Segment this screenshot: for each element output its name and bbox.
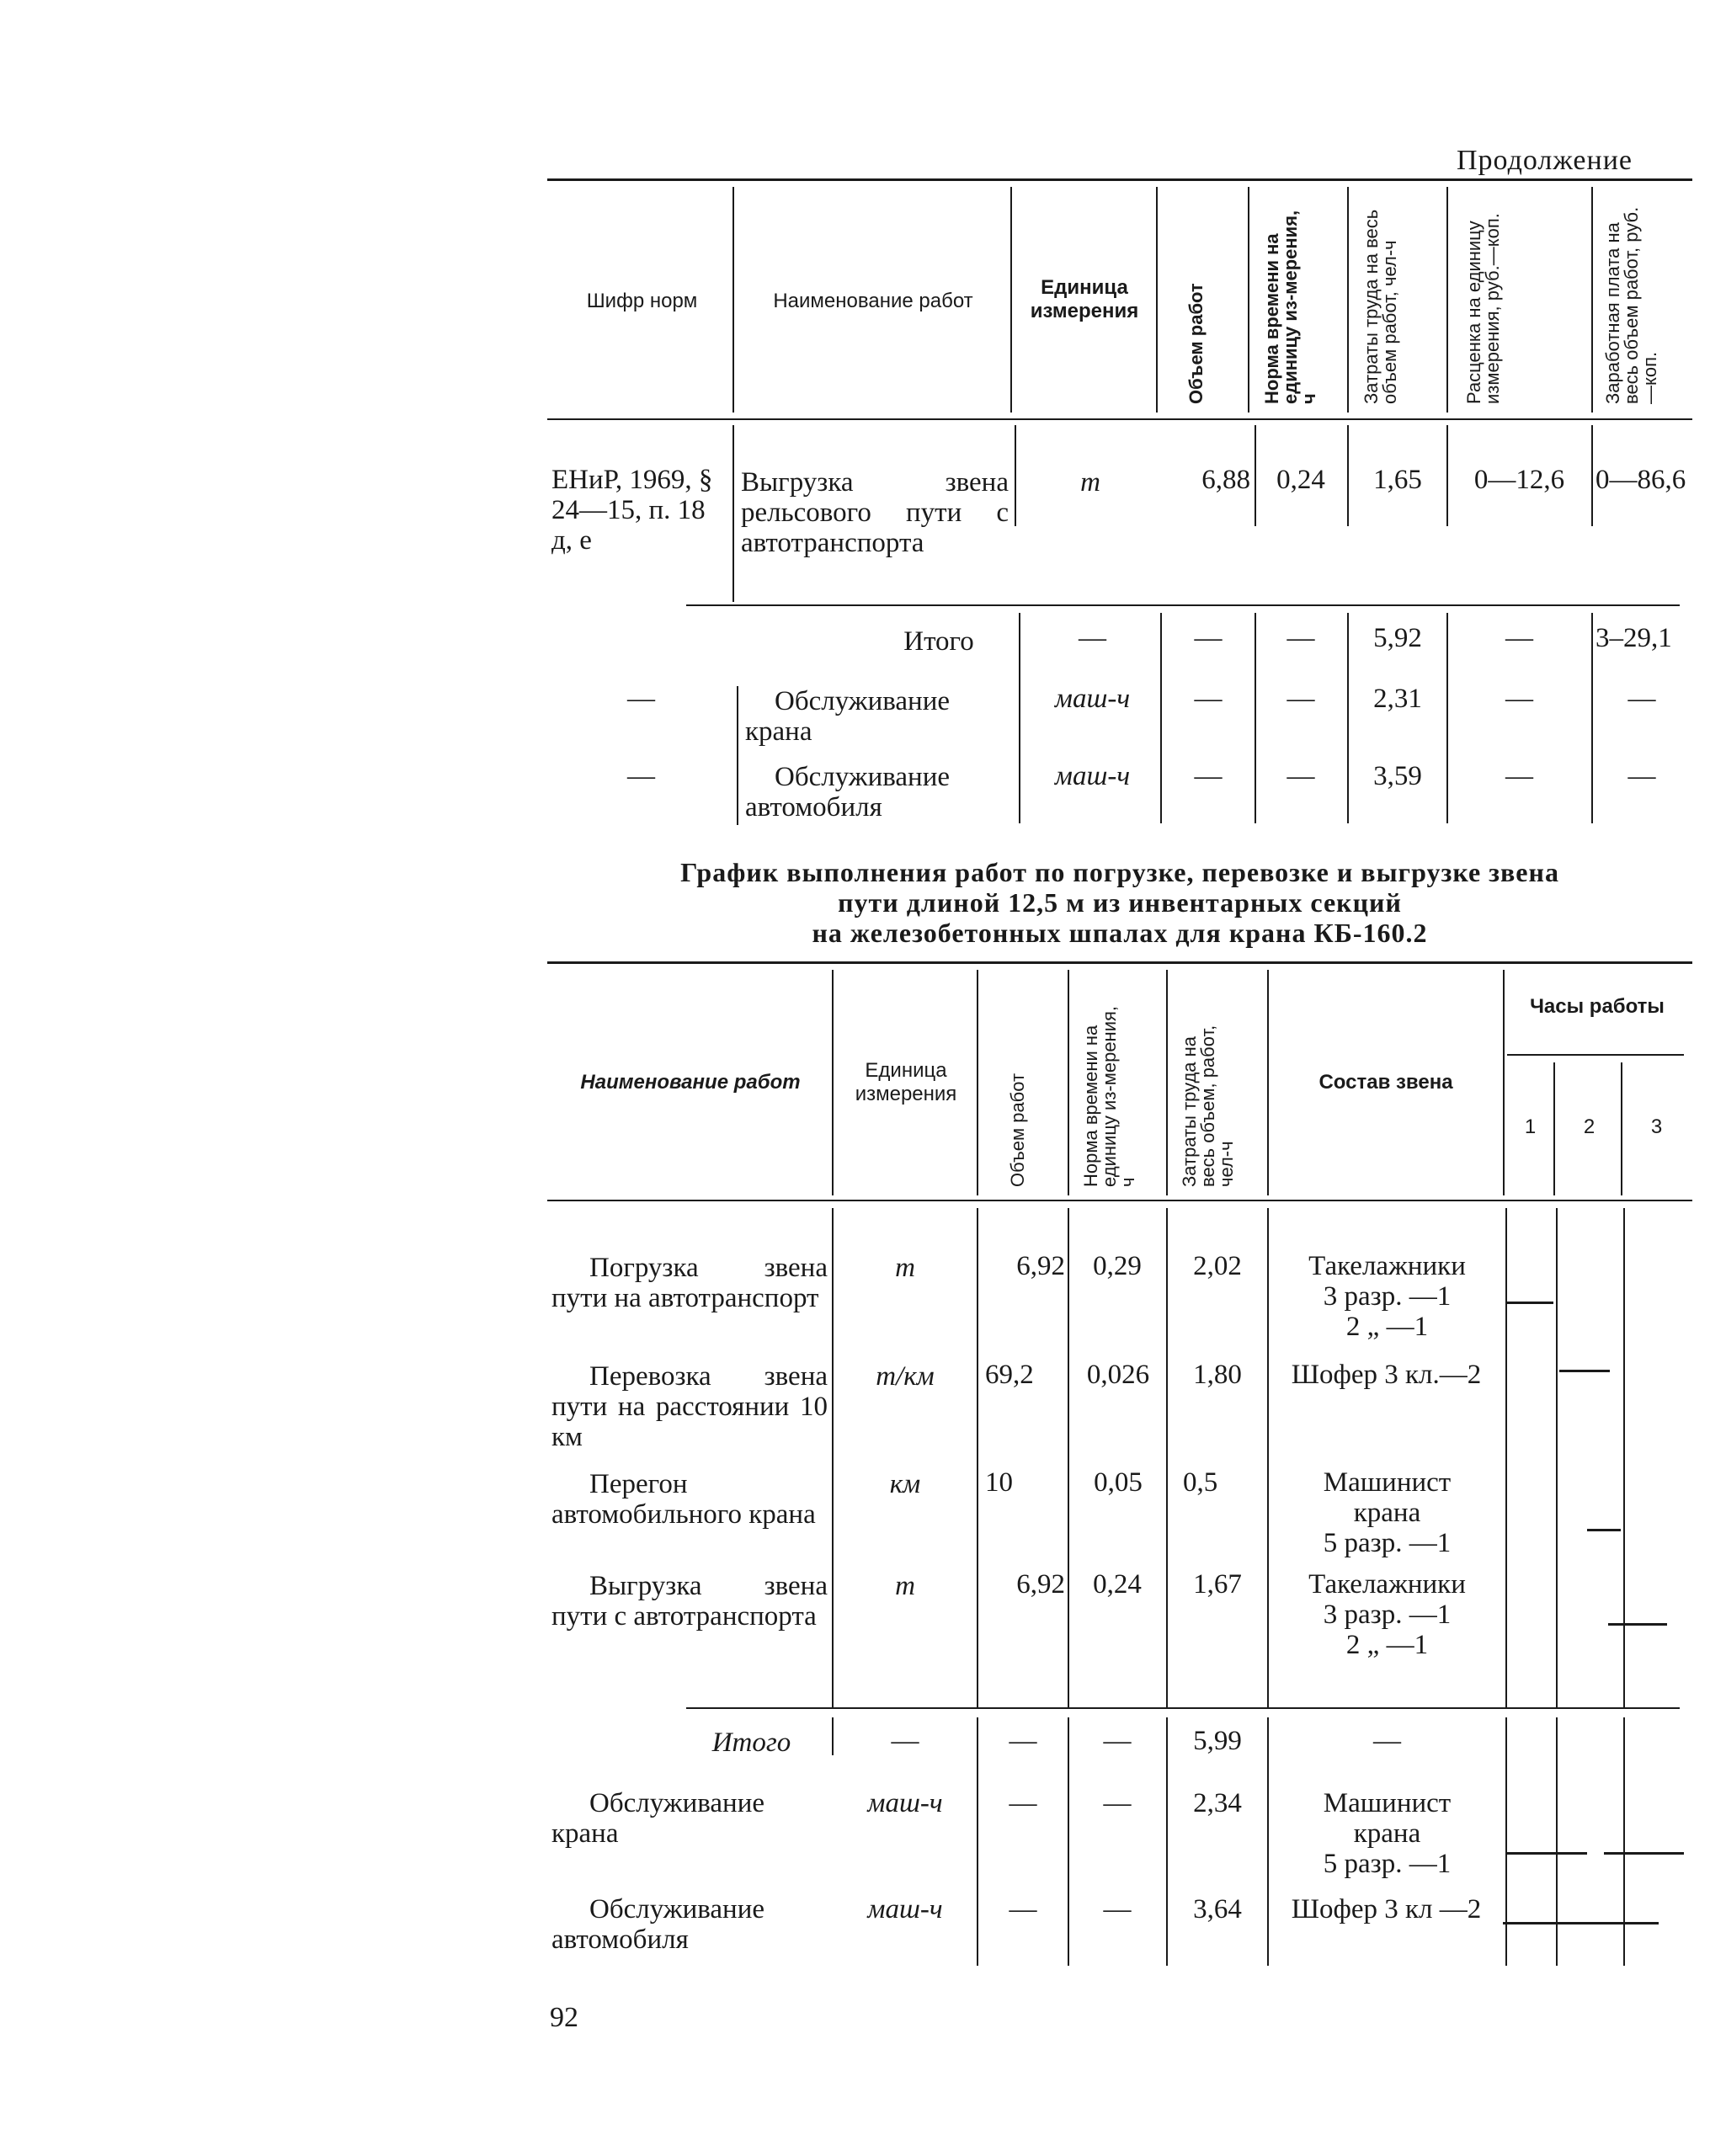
t2-row-crew: Такелажники 3 разр. —1 2 „ —1 bbox=[1308, 1569, 1466, 1660]
t2-row-volume: 6,92 bbox=[1016, 1251, 1065, 1281]
t2-row-norm: 0,026 bbox=[1086, 1360, 1150, 1390]
t2-row-unit: т bbox=[895, 1253, 915, 1283]
t1-extra-unit: маш-ч bbox=[1054, 761, 1131, 791]
t2-total-crew: — bbox=[1373, 1726, 1401, 1756]
t2-row-name: Перегон автомобильного крана bbox=[551, 1469, 816, 1530]
t1-header-norm: Норма времени на единицу из-мерения, ч bbox=[1261, 210, 1319, 404]
t1-row-norm: 0,24 bbox=[1276, 465, 1325, 495]
t1-header-rate: Расценка на единицу измерения, руб.—коп. bbox=[1463, 213, 1503, 404]
gantt-bar-crane-move bbox=[1587, 1529, 1621, 1531]
t2-extra-labor: 3,64 bbox=[1193, 1894, 1242, 1924]
t1-row-labor: 1,65 bbox=[1373, 465, 1422, 495]
t2-header-h2: 2 bbox=[1583, 1115, 1595, 1138]
t2-total-norm: — bbox=[1103, 1726, 1132, 1756]
t1-row-wage: 0—86,6 bbox=[1595, 465, 1686, 495]
t2-header-labor: Затраты труда на весь объем, работ, чел-ч bbox=[1179, 1025, 1237, 1187]
gantt-bar-crane-service-1 bbox=[1507, 1852, 1587, 1855]
t1-total-labor: 5,92 bbox=[1373, 623, 1422, 653]
t1-row-rate: 0—12,6 bbox=[1473, 465, 1565, 495]
t1-extra-norm: — bbox=[1287, 684, 1315, 714]
t1-header-labor: Затраты труда на весь объем работ, чел-ч bbox=[1361, 209, 1400, 404]
t1-total-unit: — bbox=[1079, 623, 1106, 653]
t2-extra-unit: маш-ч bbox=[867, 1788, 943, 1818]
gantt-bar-unloading bbox=[1608, 1623, 1667, 1626]
t2-extra-volume: — bbox=[1009, 1894, 1037, 1924]
t2-row-unit: т bbox=[895, 1571, 915, 1601]
t2-row-norm: 0,29 bbox=[1093, 1251, 1142, 1281]
t1-row-volume: 6,88 bbox=[1201, 465, 1250, 495]
t2-header-volume: Объем работ bbox=[1007, 1073, 1028, 1187]
t2-row-name: Погрузка звена пути на автотранспорт bbox=[551, 1253, 828, 1313]
t1-extra-labor: 2,31 bbox=[1373, 684, 1422, 714]
t2-row-labor: 2,02 bbox=[1193, 1251, 1242, 1281]
t1-row-unit: т bbox=[1080, 467, 1100, 498]
t1-extra-rate: — bbox=[1505, 684, 1533, 714]
t2-row-labor: 0,5 bbox=[1183, 1467, 1218, 1498]
t1-total-wage: 3–29,1 bbox=[1595, 623, 1672, 653]
continuation-label: Продолжение bbox=[1457, 145, 1633, 176]
t1-header-volume: Объем работ bbox=[1185, 283, 1207, 404]
t2-row-labor: 1,67 bbox=[1193, 1569, 1242, 1600]
gantt-bar-transport bbox=[1559, 1370, 1610, 1372]
schedule-title-line2: пути длиной 12,5 м из инвентарных секций bbox=[838, 887, 1402, 918]
t2-row-labor: 1,80 bbox=[1193, 1360, 1242, 1390]
t1-extra-code: — bbox=[627, 684, 655, 714]
schedule-title-line1: График выполнения работ по погрузке, перевозке и выгрузке звена bbox=[680, 857, 1559, 887]
t2-total-unit: — bbox=[891, 1726, 919, 1756]
t2-extra-norm: — bbox=[1103, 1788, 1132, 1818]
t1-extra-name: Обслуживание автомобиля bbox=[745, 762, 951, 822]
t1-row-code: ЕНиР, 1969, § 24—15, п. 18 д, е bbox=[551, 465, 713, 556]
t2-extra-crew: Шофер 3 кл —2 bbox=[1291, 1894, 1482, 1924]
t2-row-volume: 69,2 bbox=[985, 1360, 1034, 1390]
t1-header-name: Наименование работ bbox=[773, 290, 973, 312]
t1-row-name: Выгрузка звена рельсового пути с автотранспорта bbox=[741, 467, 1009, 558]
t1-extra-unit: маш-ч bbox=[1054, 684, 1131, 714]
t1-total-norm: — bbox=[1287, 623, 1315, 653]
t2-total-volume: — bbox=[1009, 1726, 1037, 1756]
t2-header-hours: Часы работы bbox=[1530, 995, 1665, 1018]
t1-header-wage: Заработная плата на весь объем работ, руб.—коп. bbox=[1602, 206, 1660, 404]
t2-row-volume: 10 bbox=[985, 1467, 1013, 1498]
t2-header-h1: 1 bbox=[1524, 1115, 1537, 1138]
t1-header-code: Шифр норм bbox=[586, 290, 698, 312]
t2-row-crew: Такелажники 3 разр. —1 2 „ —1 bbox=[1308, 1251, 1466, 1342]
t2-header-norm: Норма времени на единицу из-мерения, ч bbox=[1080, 1005, 1138, 1187]
t1-extra-code: — bbox=[627, 761, 655, 791]
t1-extra-rate: — bbox=[1505, 761, 1533, 791]
t1-extra-volume: — bbox=[1194, 761, 1223, 791]
t2-row-unit: т/км bbox=[876, 1361, 935, 1392]
t1-extra-volume: — bbox=[1194, 684, 1223, 714]
t2-row-crew: Шофер 3 кл.—2 bbox=[1291, 1360, 1482, 1390]
t2-extra-crew: Машинист крана 5 разр. —1 bbox=[1323, 1788, 1452, 1879]
t2-extra-name: Обслуживание крана bbox=[551, 1788, 765, 1849]
t2-total-labor: 5,99 bbox=[1193, 1726, 1242, 1756]
t2-extra-labor: 2,34 bbox=[1193, 1788, 1242, 1818]
t2-extra-norm: — bbox=[1103, 1894, 1132, 1924]
gantt-bar-crane-service-2 bbox=[1604, 1852, 1684, 1855]
t1-extra-norm: — bbox=[1287, 761, 1315, 791]
t2-row-volume: 6,92 bbox=[1016, 1569, 1065, 1600]
t1-header-unit: Единица измерения bbox=[1030, 276, 1139, 322]
gantt-bar-loading bbox=[1507, 1302, 1553, 1304]
t1-total-volume: — bbox=[1194, 623, 1223, 653]
t2-row-name: Выгрузка звена пути с автотранспорта bbox=[551, 1571, 828, 1632]
t1-extra-wage: — bbox=[1627, 761, 1656, 791]
schedule-title-line3: на железобетонных шпалах для крана КБ-160.2 bbox=[812, 918, 1428, 948]
t1-extra-name: Обслуживание крана bbox=[745, 686, 951, 747]
t2-extra-volume: — bbox=[1009, 1788, 1037, 1818]
t2-row-name: Перевозка звена пути на расстоянии 10 км bbox=[551, 1361, 828, 1452]
t2-row-norm: 0,24 bbox=[1093, 1569, 1142, 1600]
t2-row-crew: Машинист крана 5 разр. —1 bbox=[1323, 1467, 1452, 1558]
t2-header-h3: 3 bbox=[1650, 1115, 1663, 1138]
t1-total-label: Итого bbox=[903, 626, 974, 657]
t1-total-rate: — bbox=[1505, 623, 1533, 653]
t1-extra-labor: 3,59 bbox=[1373, 761, 1422, 791]
t2-header-name: Наименование работ bbox=[580, 1071, 801, 1094]
t2-header-crew: Состав звена bbox=[1318, 1071, 1453, 1094]
t1-extra-wage: — bbox=[1627, 684, 1656, 714]
t2-extra-name: Обслуживание автомобиля bbox=[551, 1894, 765, 1955]
gantt-bar-truck-service bbox=[1503, 1922, 1659, 1924]
t2-row-unit: км bbox=[889, 1469, 921, 1499]
t2-row-norm: 0,05 bbox=[1094, 1467, 1143, 1498]
t2-header-unit: Единица измерения bbox=[855, 1059, 957, 1105]
t2-total-label: Итого bbox=[711, 1727, 791, 1758]
page-number: 92 bbox=[550, 2002, 578, 2033]
t2-extra-unit: маш-ч bbox=[867, 1894, 943, 1924]
